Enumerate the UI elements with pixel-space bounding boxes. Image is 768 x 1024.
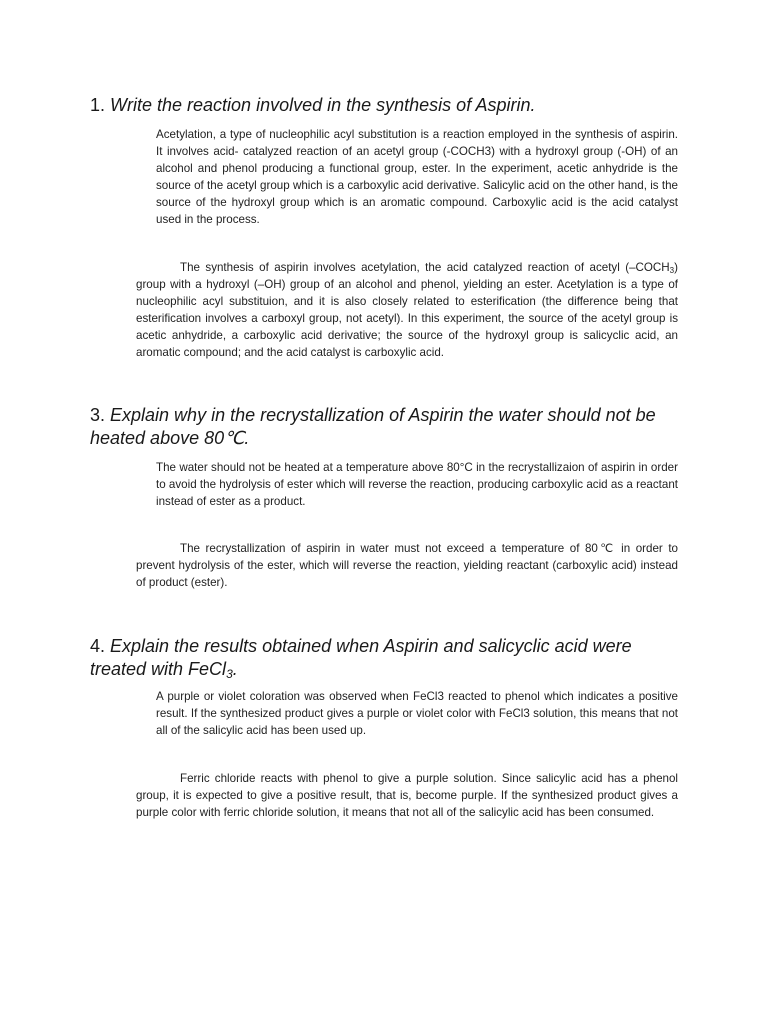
- question-4-answer-a: A purple or violet coloration was observed when FeCl3 reacted to phenol which indicates a positive result. If the synthesized product gives a purple or violet color with FeCl3 solution, this means that not all of the salicylic acid has been used up.: [156, 690, 678, 737]
- question-3-answer-b: The recrystallization of aspirin in water must not exceed a temperature of 80℃ in order to prevent hydrolysis of the ester, which will reverse the reaction, yielding reactant (carboxylic acid) instead of product (ester).: [136, 542, 678, 589]
- question-1-answer-b-subscript: 3: [669, 266, 675, 275]
- question-1-answer-b: [136, 259, 678, 361]
- question-1-answer-b-part1: The synthesis of aspirin involves acetylation, the acid catalyzed reaction of acetyl (–COCH: [180, 261, 670, 274]
- question-3-number: 3.: [90, 405, 111, 425]
- question-1-text: Write the reaction involved in the synthesis of Aspirin.: [110, 95, 536, 115]
- question-4-answer-b: Ferric chloride reacts with phenol to give a purple solution. Since salicylic acid has a phenol group, it is expected to give a positive result, that is, become purple. If the synthesized product gives a purple color with ferric chloride solution, it means that not all of the salicylic acid has been consumed.: [136, 772, 678, 819]
- question-1-answer-a: Acetylation, a type of nucleophilic acyl substitution is a reaction employed in the synthesis of aspirin. It involves acid- catalyzed reaction of an acetyl group (-COCH3) with a hydroxyl group (-OH) of an alcohol and phenol producing a functional group, ester. In the experiment, acetic anhydride is the source of the acetyl group which is a carboxylic acid derivative. Salicylic acid on the other hand, is the source of the hydroxyl group which is an aromatic compound. Carboxylic acid is the acid catalyst used in the process.: [156, 128, 678, 226]
- question-4-heading: [90, 635, 690, 681]
- question-4-text: [90, 636, 632, 679]
- question-4-text-part2: .: [232, 659, 238, 679]
- question-4-text-subscript: 3: [226, 667, 233, 681]
- question-4-text-part1: Explain the results obtained when Aspirin and salicyclic acid were treated with FeCl: [90, 636, 632, 679]
- question-1-answer-b-part2: ) group with a hydroxyl (–OH) group of an alcohol and phenol, yielding an ester. Acetylation is a type of nucleophilic acyl substituion, and it is also closely related to esterification (the difference being that esterification involves a carboxyl group, not acetyl). In this experiment, the source of the acetyl group is acetic anhydride, a carboxylic acid derivative; the source of the hydroxyl group is salicyclic acid, an aromatic compound; and the acid catalyst is carboxylic acid.: [136, 261, 678, 359]
- question-1-heading: [90, 94, 690, 117]
- question-3-answer-a: The water should not be heated at a temperature above 80°C in the recrystallizaion of aspirin in order to avoid the hydrolysis of ester which will reverse the reaction, producing carboxylic acid as a reactant instead of ester as a product.: [156, 461, 678, 508]
- question-1-number: 1.: [90, 95, 111, 115]
- question-4-number: 4.: [90, 636, 111, 656]
- question-3-heading: [90, 404, 690, 450]
- question-3-text: Explain why in the recrystallization of Aspirin the water should not be heated above 80℃.: [90, 405, 656, 448]
